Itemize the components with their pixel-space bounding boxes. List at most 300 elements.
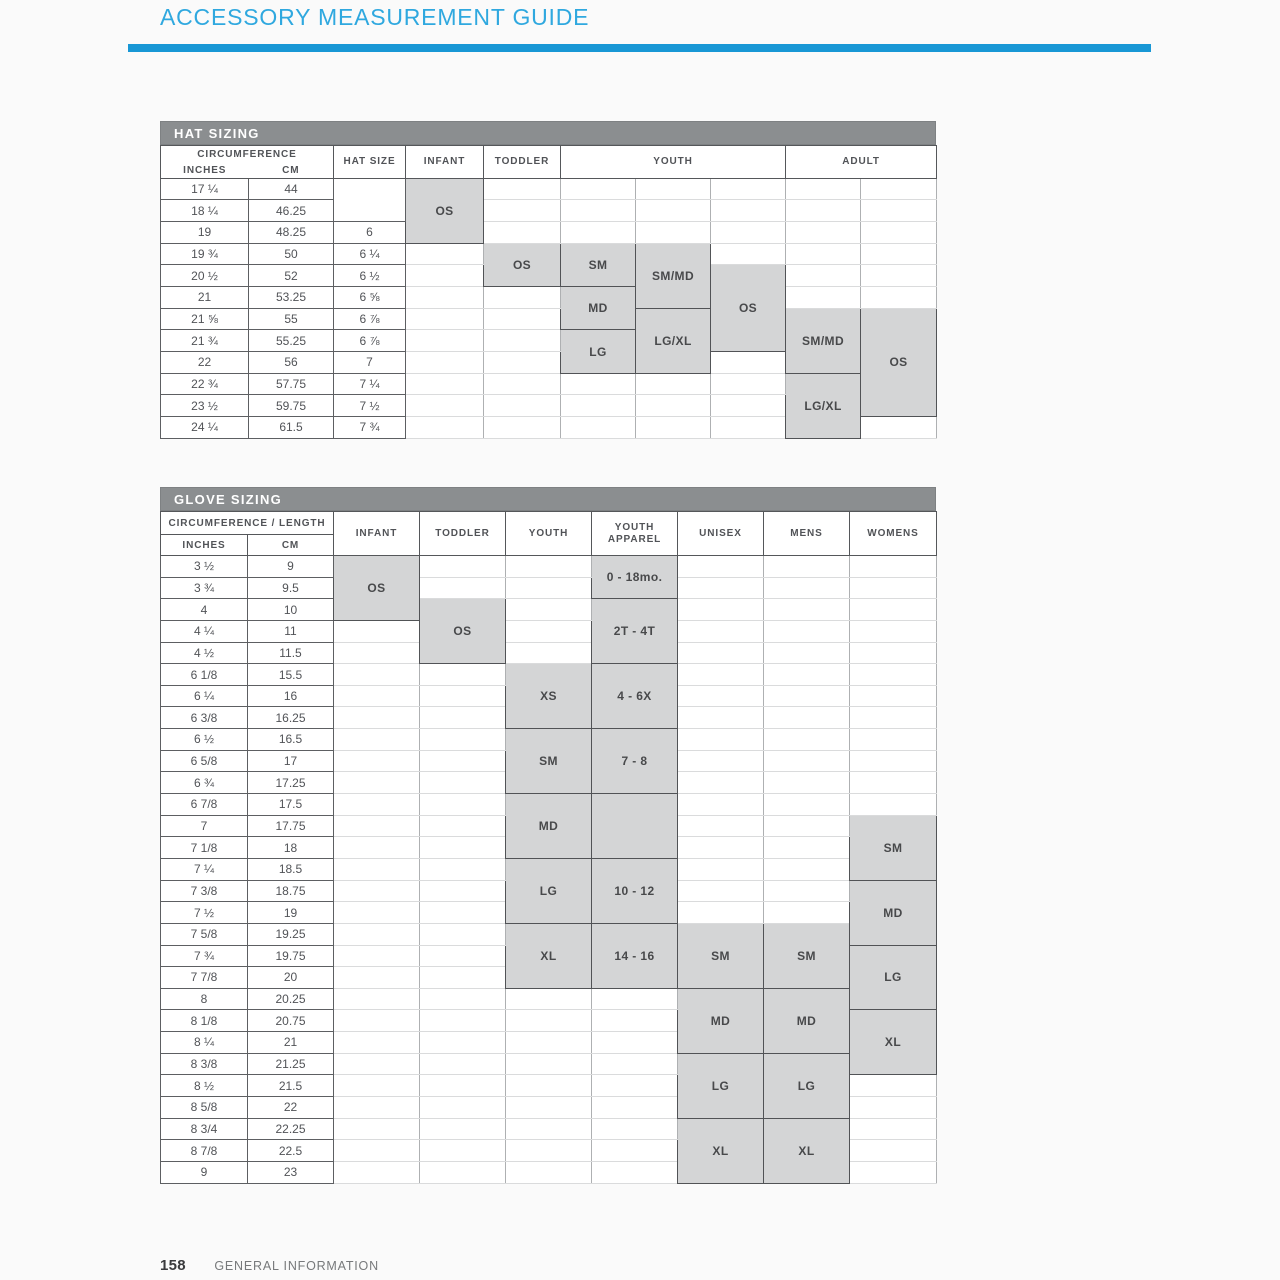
inches-cell: 6 1/8 [161, 664, 248, 686]
empty-cell [764, 750, 850, 772]
table-row [161, 729, 937, 751]
glove-womens-sm-cell: SM [850, 815, 937, 880]
empty-cell [334, 902, 420, 924]
hat-youth-lgxl-cell: LG/XL [636, 308, 711, 373]
empty-cell [406, 330, 484, 352]
hat-size-cell: 6 ¼ [334, 243, 406, 265]
glove-sizing-section [160, 487, 936, 1184]
empty-cell [850, 556, 937, 578]
empty-cell [678, 880, 764, 902]
empty-cell [764, 642, 850, 664]
col-header-youth: YOUTH [506, 512, 592, 556]
empty-cell [334, 1075, 420, 1097]
empty-cell [334, 1053, 420, 1075]
table-row [161, 858, 937, 880]
empty-cell [850, 1075, 937, 1097]
empty-cell [484, 286, 561, 308]
glove-unisex-xl-cell: XL [678, 1118, 764, 1183]
hat-size-cell: 7 [334, 352, 406, 374]
hat-youth-smmd-cell: SM/MD [636, 243, 711, 308]
hat-toddler-os-cell: OS [484, 243, 561, 286]
empty-cell [636, 178, 711, 200]
cm-cell: 9.5 [248, 577, 334, 599]
empty-cell [786, 243, 861, 265]
empty-cell [786, 221, 861, 243]
cm-cell: 20.75 [248, 1010, 334, 1032]
empty-cell [484, 200, 561, 222]
empty-cell [420, 1075, 506, 1097]
empty-cell [334, 685, 420, 707]
empty-cell [861, 178, 937, 200]
empty-cell [711, 221, 786, 243]
empty-cell [678, 772, 764, 794]
empty-cell [484, 417, 561, 439]
empty-cell [850, 1097, 937, 1119]
empty-cell [484, 308, 561, 330]
empty-cell [420, 685, 506, 707]
hat-adult-smmd-cell: SM/MD [786, 308, 861, 373]
col-header-cm: CM [249, 163, 334, 179]
table-row [161, 308, 937, 330]
empty-cell [850, 664, 937, 686]
glove-unisex-sm-cell: SM [678, 923, 764, 988]
empty-cell [334, 988, 420, 1010]
empty-cell [764, 664, 850, 686]
hat-infant-os-cell: OS [406, 178, 484, 243]
inches-cell: 4 [161, 599, 248, 621]
empty-cell [678, 707, 764, 729]
table-row [161, 577, 937, 599]
empty-cell [420, 1097, 506, 1119]
inches-cell: 22 [161, 352, 249, 374]
glove-youth-xl-cell: XL [506, 923, 592, 988]
cm-cell: 21.5 [248, 1075, 334, 1097]
empty-cell [420, 556, 506, 578]
empty-cell [764, 707, 850, 729]
empty-cell [406, 373, 484, 395]
empty-cell [850, 729, 937, 751]
inches-cell: 3 ½ [161, 556, 248, 578]
cm-cell: 22.25 [248, 1118, 334, 1140]
empty-cell [420, 880, 506, 902]
table-row [161, 988, 937, 1010]
hat-table-title: HAT SIZING [160, 121, 936, 145]
col-header-cm: CM [248, 535, 334, 556]
empty-cell [506, 1118, 592, 1140]
empty-cell [334, 837, 420, 859]
inches-cell: 8 ½ [161, 1075, 248, 1097]
empty-cell [592, 988, 678, 1010]
empty-cell [711, 373, 786, 395]
inches-cell: 19 [161, 221, 249, 243]
glove-unisex-lg-cell: LG [678, 1053, 764, 1118]
cm-cell: 19.75 [248, 945, 334, 967]
empty-cell [484, 352, 561, 374]
col-header-hat-size: HAT SIZE [334, 146, 406, 179]
empty-cell [850, 794, 937, 816]
table-row [161, 1053, 937, 1075]
col-header-circumference: CIRCUMFERENCE [161, 146, 334, 163]
col-header-infant: INFANT [406, 146, 484, 179]
empty-cell [406, 243, 484, 265]
empty-cell [592, 1010, 678, 1032]
hat-adult-os-cell: OS [861, 308, 937, 416]
col-header-circumference-length: CIRCUMFERENCE / LENGTH [161, 512, 334, 535]
inches-cell: 9 [161, 1161, 248, 1183]
inches-cell: 21 [161, 286, 249, 308]
inches-cell: 6 5/8 [161, 750, 248, 772]
col-header-youth-apparel [592, 512, 678, 556]
empty-cell [678, 556, 764, 578]
cm-cell: 55 [249, 308, 334, 330]
inches-cell: 7 ½ [161, 902, 248, 924]
empty-cell [420, 967, 506, 989]
hat-youth-sm-cell: SM [561, 243, 636, 286]
empty-cell [420, 1118, 506, 1140]
empty-cell [406, 352, 484, 374]
empty-cell [334, 815, 420, 837]
empty-cell [678, 902, 764, 924]
empty-cell [334, 750, 420, 772]
cm-cell: 21.25 [248, 1053, 334, 1075]
cm-cell: 16.5 [248, 729, 334, 751]
empty-cell [420, 794, 506, 816]
table-row [161, 923, 937, 945]
empty-cell [861, 417, 937, 439]
empty-cell [636, 395, 711, 417]
empty-cell [506, 1140, 592, 1162]
inches-cell: 7 ¾ [161, 945, 248, 967]
hat-youth-lg-cell: LG [561, 330, 636, 373]
empty-cell [861, 221, 937, 243]
inches-cell: 8 3/4 [161, 1118, 248, 1140]
table-row [161, 664, 937, 686]
empty-cell [334, 1118, 420, 1140]
cm-cell: 16.25 [248, 707, 334, 729]
col-header-youth-apparel-line2: APPAREL [607, 533, 662, 545]
glove-mens-md-cell: MD [764, 988, 850, 1053]
empty-cell [334, 794, 420, 816]
cm-cell: 11.5 [248, 642, 334, 664]
empty-cell [406, 308, 484, 330]
glove-apparel-0-18mo-cell: 0 - 18mo. [592, 556, 678, 599]
hat-size-cell [334, 178, 406, 221]
empty-cell [764, 599, 850, 621]
glove-toddler-os-cell: OS [420, 599, 506, 664]
empty-cell [334, 707, 420, 729]
inches-cell: 7 5/8 [161, 923, 248, 945]
glove-sizing-table [160, 511, 937, 1184]
cm-cell: 59.75 [249, 395, 334, 417]
empty-cell [334, 664, 420, 686]
inches-cell: 19 ¾ [161, 243, 249, 265]
empty-cell [678, 599, 764, 621]
inches-cell: 6 7/8 [161, 794, 248, 816]
cm-cell: 10 [248, 599, 334, 621]
empty-cell [850, 577, 937, 599]
empty-cell [678, 664, 764, 686]
empty-cell [420, 707, 506, 729]
empty-cell [420, 577, 506, 599]
empty-cell [334, 880, 420, 902]
glove-apparel-7-8-cell: 7 - 8 [592, 729, 678, 794]
empty-cell [861, 286, 937, 308]
empty-cell [764, 837, 850, 859]
inches-cell: 6 ¾ [161, 772, 248, 794]
empty-cell [506, 599, 592, 621]
empty-cell [420, 923, 506, 945]
cm-cell: 44 [249, 178, 334, 200]
hat-size-cell: 7 ¾ [334, 417, 406, 439]
empty-cell [420, 664, 506, 686]
empty-cell [764, 815, 850, 837]
empty-cell [561, 417, 636, 439]
hat-sizing-table [160, 145, 937, 439]
hat-size-cell: 6 ⅞ [334, 330, 406, 352]
glove-youth-sm-cell: SM [506, 729, 592, 794]
empty-cell [506, 1075, 592, 1097]
glove-womens-md-cell: MD [850, 880, 937, 945]
cm-cell: 53.25 [249, 286, 334, 308]
empty-cell [678, 577, 764, 599]
hat-size-cell: 6 ⅞ [334, 308, 406, 330]
inches-cell: 3 ¾ [161, 577, 248, 599]
empty-cell [711, 200, 786, 222]
empty-cell [678, 685, 764, 707]
hat-youth-os-cell: OS [711, 265, 786, 352]
empty-cell [420, 750, 506, 772]
col-header-adult: ADULT [786, 146, 937, 179]
empty-cell [420, 988, 506, 1010]
empty-cell [636, 373, 711, 395]
inches-cell: 8 1/8 [161, 1010, 248, 1032]
cm-cell: 56 [249, 352, 334, 374]
col-header-inches: INCHES [161, 163, 249, 179]
col-header-inches: INCHES [161, 535, 248, 556]
empty-cell [861, 200, 937, 222]
empty-cell [561, 221, 636, 243]
empty-cell [861, 243, 937, 265]
cm-cell: 61.5 [249, 417, 334, 439]
hat-sizing-section [160, 121, 936, 439]
empty-cell [420, 772, 506, 794]
cm-cell: 50 [249, 243, 334, 265]
empty-cell [484, 395, 561, 417]
col-header-youth: YOUTH [561, 146, 786, 179]
empty-cell [678, 750, 764, 772]
empty-cell [334, 1097, 420, 1119]
col-header-toddler: TODDLER [484, 146, 561, 179]
empty-cell [678, 620, 764, 642]
table-row [161, 620, 937, 642]
empty-cell [786, 200, 861, 222]
empty-cell [678, 858, 764, 880]
cm-cell: 18.75 [248, 880, 334, 902]
footer-section-label: GENERAL INFORMATION [214, 1259, 379, 1273]
cm-cell: 19.25 [248, 923, 334, 945]
title-underline-rule [128, 44, 1151, 52]
hat-size-cell: 6 ⅝ [334, 286, 406, 308]
empty-cell [420, 945, 506, 967]
inches-cell: 8 7/8 [161, 1140, 248, 1162]
empty-cell [592, 1161, 678, 1183]
empty-cell [561, 200, 636, 222]
empty-cell [561, 178, 636, 200]
empty-cell [592, 1097, 678, 1119]
cm-cell: 17.25 [248, 772, 334, 794]
glove-youth-xs-cell: XS [506, 664, 592, 729]
inches-cell: 7 3/8 [161, 880, 248, 902]
cm-cell: 19 [248, 902, 334, 924]
empty-cell [334, 923, 420, 945]
empty-cell [561, 373, 636, 395]
empty-cell [420, 1053, 506, 1075]
empty-cell [850, 642, 937, 664]
empty-cell [850, 685, 937, 707]
empty-cell [484, 373, 561, 395]
empty-cell [764, 729, 850, 751]
empty-cell [636, 221, 711, 243]
cm-cell: 48.25 [249, 221, 334, 243]
empty-cell [711, 395, 786, 417]
empty-cell [334, 620, 420, 642]
empty-cell [764, 880, 850, 902]
hat-size-cell: 6 ½ [334, 265, 406, 287]
empty-cell [592, 1032, 678, 1054]
table-row [161, 642, 937, 664]
inches-cell: 17 ¼ [161, 178, 249, 200]
empty-cell [406, 417, 484, 439]
page-title: ACCESSORY MEASUREMENT GUIDE [160, 4, 590, 30]
empty-cell [861, 265, 937, 287]
col-header-unisex: UNISEX [678, 512, 764, 556]
table-row [161, 1118, 937, 1140]
cm-cell: 17 [248, 750, 334, 772]
empty-cell [764, 794, 850, 816]
inches-cell: 4 ½ [161, 642, 248, 664]
empty-cell [334, 967, 420, 989]
empty-cell [850, 1140, 937, 1162]
empty-cell [764, 772, 850, 794]
cm-cell: 46.25 [249, 200, 334, 222]
hat-youth-md-cell: MD [561, 286, 636, 329]
empty-cell [786, 265, 861, 287]
empty-cell [506, 1053, 592, 1075]
empty-cell [334, 1032, 420, 1054]
col-header-toddler: TODDLER [420, 512, 506, 556]
cm-cell: 18 [248, 837, 334, 859]
inches-cell: 21 ¾ [161, 330, 249, 352]
empty-cell [764, 577, 850, 599]
table-row [161, 556, 937, 578]
glove-youth-md-cell: MD [506, 794, 592, 859]
empty-cell [506, 556, 592, 578]
table-row [161, 286, 937, 308]
empty-cell [420, 1010, 506, 1032]
empty-cell [484, 221, 561, 243]
empty-cell [420, 858, 506, 880]
empty-cell [764, 685, 850, 707]
empty-cell [334, 1010, 420, 1032]
inches-cell: 18 ¼ [161, 200, 249, 222]
empty-cell [506, 577, 592, 599]
empty-cell [850, 620, 937, 642]
empty-cell [334, 1161, 420, 1183]
empty-cell [850, 1118, 937, 1140]
table-row [161, 373, 937, 395]
empty-cell [592, 1053, 678, 1075]
empty-cell [334, 642, 420, 664]
inches-cell: 23 ½ [161, 395, 249, 417]
table-row [161, 794, 937, 816]
inches-cell: 22 ¾ [161, 373, 249, 395]
empty-cell [484, 330, 561, 352]
empty-cell [592, 1118, 678, 1140]
empty-cell [678, 815, 764, 837]
hat-size-cell: 7 ½ [334, 395, 406, 417]
empty-cell [334, 729, 420, 751]
empty-cell [420, 1032, 506, 1054]
cm-cell: 18.5 [248, 858, 334, 880]
glove-table-title: GLOVE SIZING [160, 487, 936, 511]
empty-cell [850, 750, 937, 772]
page-number: 158 [160, 1257, 186, 1274]
table-row [161, 221, 937, 243]
inches-cell: 7 ¼ [161, 858, 248, 880]
empty-cell [711, 243, 786, 265]
inches-cell: 8 5/8 [161, 1097, 248, 1119]
glove-apparel-blank-cell [592, 794, 678, 859]
inches-cell: 8 [161, 988, 248, 1010]
empty-cell [420, 729, 506, 751]
empty-cell [506, 988, 592, 1010]
col-header-mens: MENS [764, 512, 850, 556]
empty-cell [406, 265, 484, 287]
cm-cell: 17.75 [248, 815, 334, 837]
hat-size-cell: 7 ¼ [334, 373, 406, 395]
inches-cell: 8 3/8 [161, 1053, 248, 1075]
cm-cell: 20 [248, 967, 334, 989]
glove-apparel-2t-4t-cell: 2T - 4T [592, 599, 678, 664]
page-footer [160, 1257, 379, 1275]
empty-cell [786, 178, 861, 200]
empty-cell [484, 178, 561, 200]
empty-cell [592, 1075, 678, 1097]
empty-cell [764, 620, 850, 642]
table-row [161, 599, 937, 621]
cm-cell: 20.25 [248, 988, 334, 1010]
inches-cell: 7 [161, 815, 248, 837]
empty-cell [420, 1161, 506, 1183]
inches-cell: 6 3/8 [161, 707, 248, 729]
hat-size-cell: 6 [334, 221, 406, 243]
glove-mens-xl-cell: XL [764, 1118, 850, 1183]
cm-cell: 15.5 [248, 664, 334, 686]
empty-cell [406, 395, 484, 417]
empty-cell [506, 1161, 592, 1183]
cm-cell: 11 [248, 620, 334, 642]
table-row [161, 243, 937, 265]
empty-cell [678, 794, 764, 816]
cm-cell: 22.5 [248, 1140, 334, 1162]
empty-cell [334, 945, 420, 967]
hat-adult-lgxl-cell: LG/XL [786, 373, 861, 438]
empty-cell [506, 620, 592, 642]
empty-cell [506, 1010, 592, 1032]
empty-cell [420, 815, 506, 837]
empty-cell [636, 200, 711, 222]
glove-infant-os-cell: OS [334, 556, 420, 621]
